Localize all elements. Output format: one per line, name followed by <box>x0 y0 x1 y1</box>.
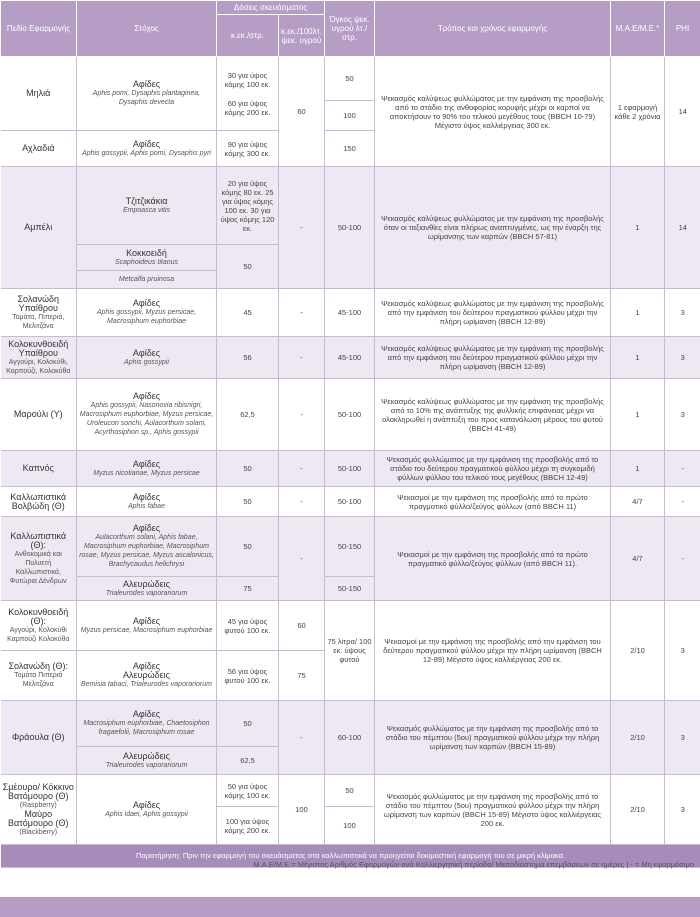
method-solan-out: Ψεκασμός καλύψεως φυλλώματος με την εμφάνιση της προσβολής από την εμφάνιση του δεύτερου πραγματικού φύλλου μέχρι την πλήρη ωρίμανση (BBCH 12-89) <box>375 289 611 337</box>
vol-solan-out: 45-100 <box>325 289 375 337</box>
dose-cucurb-out: 56 <box>217 337 279 379</box>
dose100-lettuce: - <box>279 379 325 451</box>
phi-apple-pear: 14 <box>665 57 700 167</box>
vol-orn-1: 50-150 <box>325 517 375 577</box>
target-solan-out: Αφίδες Aphis gossypii, Myzus persicae, Macrosiphum euphorbiae <box>77 289 217 337</box>
method-orn: Ψεκασμοί με την εμφάνιση της προσβολής από το πρώτο πραγματικό φύλλο/ζεύγος φύλλων (από BBCH 11). <box>375 517 611 601</box>
method-vine: Ψεκασμός καλύψεως φυλλώματος με την εμφάνιση της προσβολής όταν οι ταξιανθίες είναι πλήρως αναπτυγμένες, ως την έναρξη της ωρίμανσης των καρπών (BBCH 57-81) <box>375 167 611 289</box>
mae-tobacco: 1 <box>611 451 665 487</box>
header-dose-kek: κ.εκ./στρ. <box>217 15 279 57</box>
dose-orn-1: 50 <box>217 517 279 577</box>
target-solan-gh: Αφίδες Αλευρώδεις Bemisia tabaci, Trialeurodes vaporariorum <box>77 651 217 701</box>
dose100-tobacco: - <box>279 451 325 487</box>
crop-solan-out: Σολανώδη Υπαίθρου Τομάτα, Πιπεριά, Μελιτζάνα <box>1 289 77 337</box>
vol-tobacco: 50-100 <box>325 451 375 487</box>
target-cucurb-gh: Αφίδες Myzus persicae, Macrosiphum euphorbiae <box>77 601 217 651</box>
phi-strawberry: 3 <box>665 701 700 775</box>
method-tobacco: Ψεκασμός φυλλώματος με την εμφάνιση της προσβολής από το στάδιο του δεύτερου πραγματικού φύλλου μέχρι τη συγκομιδή φύλλων φύλλου του τελικού τους μεγέθους (BBCH 12-49) <box>375 451 611 487</box>
crop-bulb-orn: Καλλωπιστικά Βολβώδη (Θ) <box>1 487 77 517</box>
remark-note: Παρατήρηση: Πριν την εφαρμογή του σκευάσματος στα καλλωπιστικά να προηγείται δοκιμαστική εφαρμογή του σε μικρή κλίμακα. <box>1 845 700 868</box>
crop-lettuce: Μαρούλι (Υ) <box>1 379 77 451</box>
dose-berries-2: 100 για ύψος κόμης 200 εκ. <box>217 807 279 845</box>
dose100-orn: - <box>279 517 325 601</box>
phi-berries: 3 <box>665 775 700 845</box>
crop-pear: Αχλαδιά <box>1 131 77 167</box>
mae-strawberry: 2/10 <box>611 701 665 775</box>
crop-tobacco: Καπνός <box>1 451 77 487</box>
footer-legend: Μ.Α.Ε/Μ.Ε.= Μέγιστος Αριθμός Εφαρμογών ανά Καλλιεργητική περίοδο/ Μεσοδιάστημα επεμβάσεων σε ημέρες | - = Μη εφαρμόσιμο <box>253 860 694 869</box>
dose-strawberry-1: 50 <box>217 701 279 747</box>
mae-vine: 1 <box>611 167 665 289</box>
dose100-apple-pear: 60 <box>279 57 325 167</box>
phi-cucurb-out: 3 <box>665 337 700 379</box>
target-cucurb-out: Αφίδες Aphis gossypii <box>77 337 217 379</box>
target-apple: Αφίδες Aphis pomi, Dysaphis plantaginea, Dysaphis devecta <box>77 57 217 131</box>
mae-cucurb-out: 1 <box>611 337 665 379</box>
header-doses: Δόσεις σκευάσματος <box>217 1 325 15</box>
crop-berries: Σμέουρο/ Κόκκινο Βατόμουρο (Θ) (Raspberry) Μαύρο Βατόμουρο (Θ) (Blackberry) <box>1 775 77 845</box>
vol-apple-1: 50 <box>325 57 375 101</box>
crop-cucurb-out: Κολοκυνθοειδή Υπαίθρου Αγγούρι, Κολοκύθι, Καρπούζι, Κολοκύθα <box>1 337 77 379</box>
vol-cucurb-out: 45-100 <box>325 337 375 379</box>
vol-berries-1: 50 <box>325 775 375 807</box>
method-cucurb-out: Ψεκασμός καλύψεως φυλλώματος με την εμφάνιση της προσβολής από την εμφάνιση του δεύτερου πραγματικού φύλλου μέχρι την πλήρη ωρίμανση (BBCH 12-89) <box>375 337 611 379</box>
target-bulb-orn: Αφίδες Aphis fabae <box>77 487 217 517</box>
target-orn-1: Αφίδες Aulacorthum solani, Aphis fabae, Macrosiphum euphorbiae, Macrosiphum rosae, Myzus persicae, Myzus ascalonicus, Brachycaudus helichrysi <box>77 517 217 577</box>
mae-orn: 4/7 <box>611 517 665 601</box>
method-apple-pear: Ψεκασμός καλύψεως φυλλώματος με την εμφάνιση της προσβολής από το στάδιο της ανθοφορίας κορυφής μέχρι οι καρποί να αποκτήσουν το 90% του τελικού μεγέθους τους (BBCH 10-79) Μέγιστο ύψος καλλιέργειας 300 εκ. <box>375 57 611 167</box>
header-mae: Μ.Α.Ε/Μ.Ε.* <box>611 1 665 57</box>
header-method: Τρόπος και χρόνος εφαρμογής <box>375 1 611 57</box>
method-gh: Ψεκασμοί με την εμφάνιση της προσβολής από την εμφάνιση του δεύτερου πραγματικού φύλλου μέχρι την πλήρη ωρίμανση (BBCH 12-89) Μέγιστο ύψος καλλιέργειας 200 εκ. <box>375 601 611 701</box>
dose-apple: 30 για ύψος κόμης 100 εκ. 60 για ύψος κόμης 200 εκ. <box>217 57 279 131</box>
phi-vine: 14 <box>665 167 700 289</box>
crop-strawberry: Φράουλα (Θ) <box>1 701 77 775</box>
method-berries: Ψεκασμός φυλλώματος με την εμφάνιση της προσβολής από το στάδιο του πέμπτου (5ου) πραγματικού φύλλου μέχρι την πλήρη ωρίμανση των καρπών (BBCH 15-89) Μέγιστο ύψος καλλιέργειας 200 εκ. <box>375 775 611 845</box>
dose-cucurb-gh: 45 για ύψος φυτού 100 εκ. <box>217 601 279 651</box>
vol-lettuce: 50-100 <box>325 379 375 451</box>
mae-solan-out: 1 <box>611 289 665 337</box>
vol-strawberry: 60-100 <box>325 701 375 775</box>
vol-apple-2: 100 <box>325 101 375 131</box>
target-tobacco: Αφίδες Myzus nicotianae, Myzus persicae <box>77 451 217 487</box>
target-orn-2: Αλευρώδεις Trialeurodes vaporariorum <box>77 577 217 601</box>
vol-gh: 75 λίτρα/ 100 εκ. ύψους φυτού <box>325 601 375 701</box>
method-strawberry: Ψεκασμός φυλλώματος με την εμφάνιση της προσβολής από το στάδιο του πέμπτου (5ου) πραγματικού φύλλου μέχρι την πλήρη ωρίμανση των καρπών (BBCH 15-89) <box>375 701 611 775</box>
target-strawberry-2: Αλευρώδεις Trialeurodes vaporariorum <box>77 747 217 775</box>
vol-berries-2: 100 <box>325 807 375 845</box>
target-vine-3: Metcalfa pruinosa <box>77 271 217 289</box>
phi-tobacco: - <box>665 451 700 487</box>
bottom-bar <box>0 897 700 917</box>
target-strawberry-1: Αφίδες Macrosiphum euphorbiae, Chaetosiphon fragaefolii, Macrosiphum rosae <box>77 701 217 747</box>
dose-pear: 90 για ύψος κόμης 300 εκ. <box>217 131 279 167</box>
crop-orn: Καλλωπιστικά (Θ): Ανθοκομικά και Πολυετή Καλλωπιστικά, Φυτώρια Δένδρων <box>1 517 77 601</box>
crop-apple: Μηλιά <box>1 57 77 131</box>
vol-vine: 50-100 <box>325 167 375 289</box>
vol-orn-2: 50-150 <box>325 577 375 601</box>
crop-cucurb-gh: Κολοκυνθοειδή (Θ): Αγγούρι, Κολοκύθι Καρπούζι Κολοκύθα <box>1 601 77 651</box>
target-vine-1: Τζιτζικάκια Empoasca vitis <box>77 167 217 245</box>
phi-solan-out: 3 <box>665 289 700 337</box>
mae-lettuce: 1 <box>611 379 665 451</box>
dose-vine-2: 50 <box>217 245 279 289</box>
header-dose-100: κ.εκ./100λτ. ψεκ. υγρού <box>279 15 325 57</box>
dose-strawberry-2: 62,5 <box>217 747 279 775</box>
dose-solan-out: 45 <box>217 289 279 337</box>
target-lettuce: Αφίδες Aphis gossypii, Nasonovia ribisnigri, Macrosiphum euphorbiae, Myzus persicae, Uroleucon sonchi, Aulacorthum solani, Acyrthosiphon sp., Aphis gossypii <box>77 379 217 451</box>
header-target: Στόχος <box>77 1 217 57</box>
phi-lettuce: 3 <box>665 379 700 451</box>
mae-bulb-orn: 4/7 <box>611 487 665 517</box>
dose-vine-1: 20 για ύψος κόμης 80 εκ. 25 για ύψος κόμης 100 εκ. 30 για ύψος κόμης 120 εκ. <box>217 167 279 245</box>
mae-berries: 2/10 <box>611 775 665 845</box>
dose-tobacco: 50 <box>217 451 279 487</box>
header-phi: PHI <box>665 1 700 57</box>
vol-bulb-orn: 50-100 <box>325 487 375 517</box>
dose-berries-1: 50 για ύψος κόμης 100 εκ. <box>217 775 279 807</box>
dose100-solan-gh: 75 <box>279 651 325 701</box>
phi-gh: 3 <box>665 601 700 701</box>
target-pear: Αφίδες Aphis gossypii, Aphis pomi, Dysaphis pyri <box>77 131 217 167</box>
method-bulb-orn: Ψεκασμοί με την εμφάνιση της προσβολής από το πρώτο πραγματικό φύλλο/ζεύγος φύλλων (από BBCH 11) <box>375 487 611 517</box>
dose100-cucurb-out: - <box>279 337 325 379</box>
dose100-bulb-orn: - <box>279 487 325 517</box>
dose100-strawberry: - <box>279 701 325 775</box>
vol-pear: 150 <box>325 131 375 167</box>
method-lettuce: Ψεκασμός καλύψεως φυλλώματος με την εμφάνιση της προσβολής από το 10% της ανάπτυξης της φυλλικής επιφάνειας μέχρι να ολοκληρωθεί η ανάπτυξη του προς κατανάλωση μέρους του φυτού (BBCH 41-49) <box>375 379 611 451</box>
dose-lettuce: 62,5 <box>217 379 279 451</box>
dose100-berries: 100 <box>279 775 325 845</box>
dose100-vine: - <box>279 167 325 289</box>
crop-vine: Αμπέλι <box>1 167 77 289</box>
phi-bulb-orn: - <box>665 487 700 517</box>
phi-orn: - <box>665 517 700 601</box>
target-berries: Αφίδες Aphis idaei, Aphis gossypii <box>77 775 217 845</box>
dose100-cucurb-gh: 60 <box>279 601 325 651</box>
crop-solan-gh: Σολανώδη (Θ): Τομάτα Πιπεριά Μελιτζάνα <box>1 651 77 701</box>
header-field: Πεδίο Εφαρμογής <box>1 1 77 57</box>
dose-orn-2: 75 <box>217 577 279 601</box>
dose-bulb-orn: 50 <box>217 487 279 517</box>
header-volume: Όγκος ψεκ. υγρού λτ./ στρ. <box>325 1 375 57</box>
dose-solan-gh: 56 για ύψος φυτού 100 εκ. <box>217 651 279 701</box>
mae-gh: 2/10 <box>611 601 665 701</box>
target-vine-2: Κοκκοειδή Scaphoideus titanus <box>77 245 217 271</box>
dose100-solan-out: - <box>279 289 325 337</box>
mae-apple-pear: 1 εφαρμογή κάθε 2 χρόνια <box>611 57 665 167</box>
